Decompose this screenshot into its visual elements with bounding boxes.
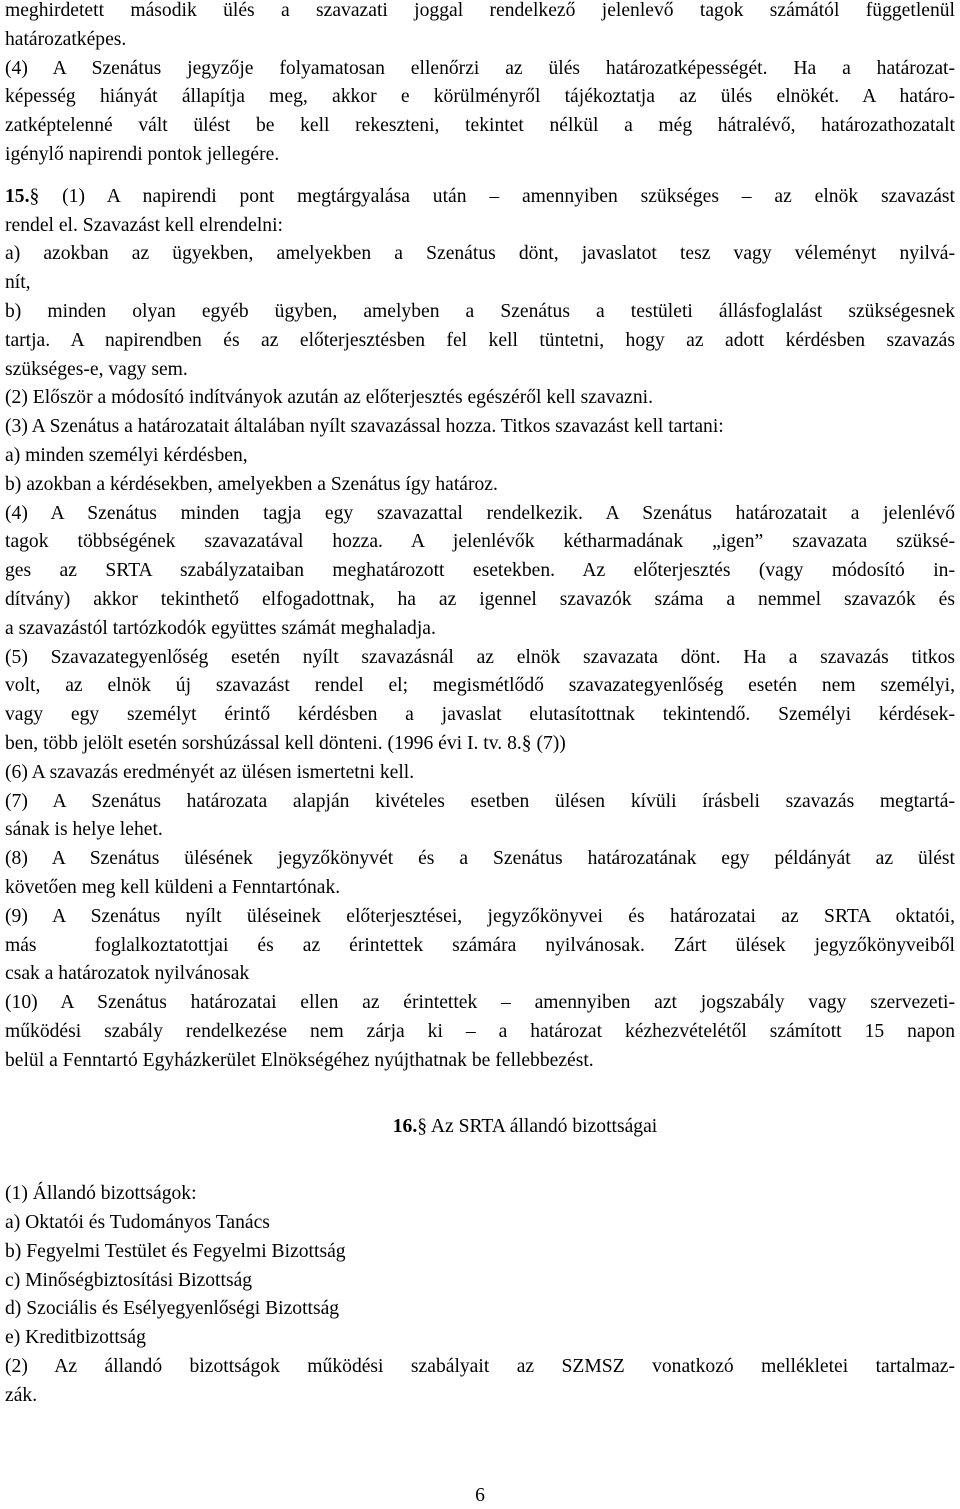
text-line: b) azokban a kérdésekben, amelyekben a Szenátus így határoz.: [5, 473, 498, 495]
text-line: zák.: [5, 1384, 38, 1406]
text-line: szükséges-e, vagy sem.: [5, 358, 188, 380]
section-16-heading: [5, 1113, 955, 1142]
text-line: a szavazástól tartózkodók együttes számát meghaladja.: [5, 617, 436, 639]
text-line: ges az SRTA szabályzataiban meghatározott esetekben. Az előterjesztés (vagy módosító in-: [5, 560, 955, 582]
list-item: e) Kreditbizottság: [5, 1327, 146, 1349]
list-item: b) Fegyelmi Testület és Fegyelmi Bizottság: [5, 1240, 346, 1262]
text-line: képesség hiányát állapítja meg, akkor e körülményről tájékoztatja az ülés elnökét. A határo-: [5, 86, 955, 108]
text-line: (7) A Szenátus határozata alapján kivételes esetben ülésen kívüli írásbeli szavazás megtartá-: [5, 790, 955, 812]
paragraph-continuation: [5, 0, 955, 170]
text-line: (8) A Szenátus ülésének jegyzőkönyvét és a Szenátus határozatának egy példányát az ülést: [5, 848, 955, 870]
text-line: más foglalkoztatottjai és az érintettek számára nyilvánosak. Zárt ülések jegyzőkönyveiből: [5, 934, 955, 956]
section-title: Az SRTA állandó bizottságai: [430, 1116, 658, 1138]
text-line: vagy egy személyt érintő kérdésben a javaslat elutasítottnak tekintendő. Személyi kérdések-: [5, 704, 955, 726]
text-line: (1) Állandó bizottságok:: [5, 1183, 197, 1205]
text-line: (4) A Szenátus jegyzője folyamatosan ellenőrzi az ülés határozatképességét. Ha a határozat-: [5, 57, 955, 79]
list-item: d) Szociális és Esélyegyenlőségi Bizottság: [5, 1298, 340, 1320]
text-line: (9) A Szenátus nyílt üléseinek előterjesztései, jegyzőkönyvei és határozatai az SRTA oktatói,: [5, 905, 955, 927]
section-symbol: §: [29, 185, 40, 207]
text-line: (2) Először a módosító indítványok azután az előterjesztés egészéről kell szavazni.: [5, 387, 653, 409]
text-line: nít,: [5, 272, 31, 294]
text-line: csak a határozatok nyilvánosak: [5, 963, 250, 985]
text-line: rendel el. Szavazást kell elrendelni:: [5, 214, 283, 236]
section-number: 16.: [392, 1116, 418, 1138]
text-line: (2) Az állandó bizottságok működési szabályait az SZMSZ vonatkozó mellékletei tartalmaz-: [5, 1356, 955, 1378]
text-line: sának is helye lehet.: [5, 819, 163, 841]
list-item: a) Oktatói és Tudományos Tanács: [5, 1212, 270, 1234]
section-15: [5, 183, 955, 1076]
text-line: zatképtelenné vált ülést be kell rekeszteni, tekintet nélkül a még hátralévő, határozathozatalt: [5, 115, 955, 137]
section-15-first-line: [5, 183, 955, 212]
text-line: tartja. A napirendben és az előterjesztésben fel kell tüntetni, hogy az adott kérdésben szavazás: [5, 329, 955, 351]
text-line: a) azokban az ügyekben, amelyekben a Szenátus dönt, javaslatot tesz vagy véleményt nyilvá-: [5, 243, 955, 265]
text-line: b) minden olyan egyéb ügyben, amelyben a Szenátus a testületi állásfoglalást szükségesnek: [5, 300, 955, 322]
text-line: ben, több jelölt esetén sorshúzással kell dönteni. (1996 évi I. tv. 8.§ (7)): [5, 732, 566, 754]
document-body: [5, 0, 955, 1411]
text-line: igénylő napirendi pontok jellegére.: [5, 143, 280, 165]
text-line: dítvány) akkor tekinthető elfogadottnak, ha az igennel szavazók száma a nemmel szavazók és: [5, 588, 955, 610]
text-line: (4) A Szenátus minden tagja egy szavazattal rendelkezik. A Szenátus határozatait a jelenlévő: [5, 502, 955, 524]
text-line: tagok többségének szavazatával hozza. A jelenlévők kétharmadának „igen” szavazata szüksé-: [5, 531, 955, 553]
page-number: 6: [475, 1485, 485, 1506]
text-line: működési szabály rendelkezése nem zárja ki – a határozat kézhezvételétől számított 15 napon: [5, 1020, 955, 1042]
text-line: belül a Fenntartó Egyházkerület Elnökségéhez nyújthatnak be fellebbezést.: [5, 1049, 594, 1071]
text-line: határozatképes.: [5, 28, 127, 50]
section-16: [5, 1180, 955, 1410]
text-line: (1) A napirendi pont megtárgyalása után – amennyiben szükséges – az elnök szavazást: [62, 185, 955, 207]
text-line: meghirdetett második ülés a szavazati joggal rendelkező jelenlevő tagok számától függetlenül: [5, 0, 955, 21]
text-line: volt, az elnök új szavazást rendel el; megismétlődő szavazategyenlőség esetén nem személyi,: [5, 675, 955, 697]
list-item: c) Minőségbiztosítási Bizottság: [5, 1269, 253, 1291]
text-line: (10) A Szenátus határozatai ellen az érintettek – amennyiben azt jogszabály vagy szervezeti-: [5, 992, 955, 1014]
text-line: (5) Szavazategyenlőség esetén nyílt szavazásnál az elnök szavazata dönt. Ha a szavazás titkos: [5, 646, 955, 668]
section-number: 15.: [5, 185, 30, 207]
text-line: (6) A szavazás eredményét az ülésen ismertetni kell.: [5, 761, 415, 783]
section-symbol: §: [417, 1116, 428, 1138]
text-line: (3) A Szenátus a határozatait általában nyílt szavazással hozza. Titkos szavazást kell tartani:: [5, 416, 724, 438]
text-line: a) minden személyi kérdésben,: [5, 444, 248, 466]
text-line: követően meg kell küldeni a Fenntartónak.: [5, 876, 341, 898]
